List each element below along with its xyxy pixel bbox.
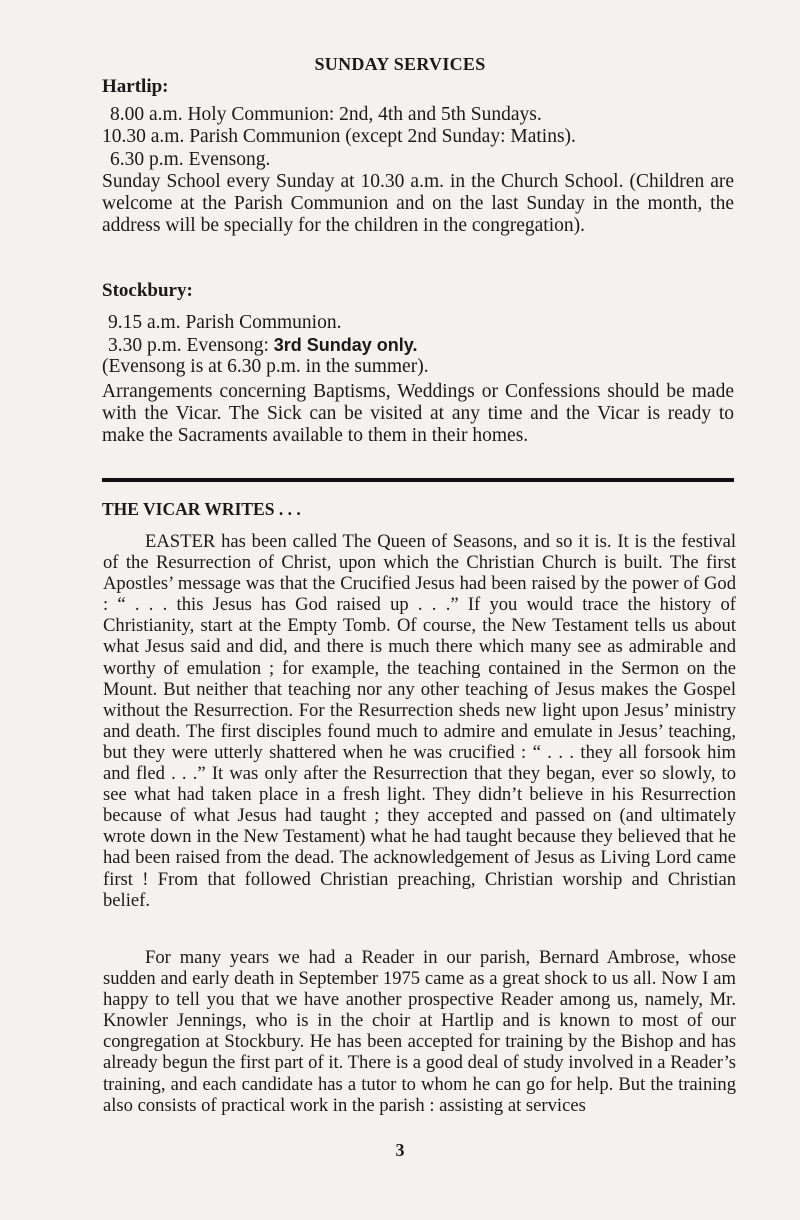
- vicar-paragraph-1: EASTER has been called The Queen of Seasons, and so it is. It is the festival of the Resurrection of Christ, upon which the Christian Church is built. The first Apostles’ message was that the Crucified Jesus had been raised by the power of God : “ . . . this Jesus has God raised up . . .” If you would trace the history of Christianity, start at the Empty Tomb. Of course, the New Testament tells us about what Jesus said and did, and there is much there which many see as admirable and worthy of emulation ; for example, the teaching contained in the Sermon on the Mount. But neither that teaching nor any other teaching of Jesus makes the Gospel without the Resurrection. For the Resurrection sheds new light upon Jesus’ ministry and death. The first disciples found much to admire and emulate in Jesus’ teaching, but they were utterly shattered when he was crucified : “ . . . they all forsook him and fled . . .” It was only after the Resurrection that they began, ever so slowly, to see what had taken place in a fresh light. They didn’t believe in his Resurrection because of what Jesus had taught ; they accepted and passed on (and ultimately wrote down in the New Testament) what he had taught because they believed that he had been raised from the dead. The acknowledgement of Jesus as Living Lord came first ! From that followed Christian preaching, Christian worship and Christian belief.: [103, 531, 736, 911]
- vicar-heading: THE VICAR WRITES . . .: [102, 499, 301, 519]
- hartlip-heading: Hartlip:: [102, 76, 169, 97]
- sunday-school-paragraph: Sunday School every Sunday at 10.30 a.m. in the Church School. (Children are welcome at the Parish Communion and on the last Sunday in the month, the address will be specially for the children in the congregation).: [102, 171, 734, 236]
- section-divider: [102, 478, 734, 482]
- stockbury-service-2: [108, 334, 417, 357]
- page-title: SUNDAY SERVICES: [314, 54, 486, 74]
- page-number: 3: [395, 1140, 405, 1160]
- vicar-paragraph-2: For many years we had a Reader in our parish, Bernard Ambrose, whose sudden and early death in September 1975 came as a great shock to us all. Now I am happy to tell you that we have another prospective Reader among us, namely, Mr. Knowler Jennings, who is in the choir at Hartlip and is known to most of our congregation at Stockbury. He has been accepted for training by the Bishop and has already begun the first part of it. There is a good deal of study involved in a Reader’s training, and each candidate has a tutor to whom he can go for help. But the training also consists of practical work in the parish : assisting at services: [103, 947, 736, 1116]
- stockbury-service-1: 9.15 a.m. Parish Communion.: [108, 312, 342, 333]
- stockbury-service-2-text: 3.30 p.m. Evensong:: [108, 335, 274, 356]
- hartlip-service-2: 10.30 a.m. Parish Communion (except 2nd Sunday: Matins).: [102, 126, 576, 147]
- stockbury-evensong-note: (Evensong is at 6.30 p.m. in the summer).: [102, 356, 429, 377]
- stockbury-service-2-bold: 3rd Sunday only.: [273, 335, 418, 355]
- arrangements-paragraph: Arrangements concerning Baptisms, Weddings or Confessions should be made with the Vicar. The Sick can be visited at any time and the Vicar is ready to make the Sacraments available to them in their homes.: [102, 381, 734, 446]
- hartlip-service-3: 6.30 p.m. Evensong.: [110, 149, 271, 170]
- hartlip-service-1: 8.00 a.m. Holy Communion: 2nd, 4th and 5th Sundays.: [110, 104, 542, 125]
- stockbury-heading: Stockbury:: [102, 280, 193, 301]
